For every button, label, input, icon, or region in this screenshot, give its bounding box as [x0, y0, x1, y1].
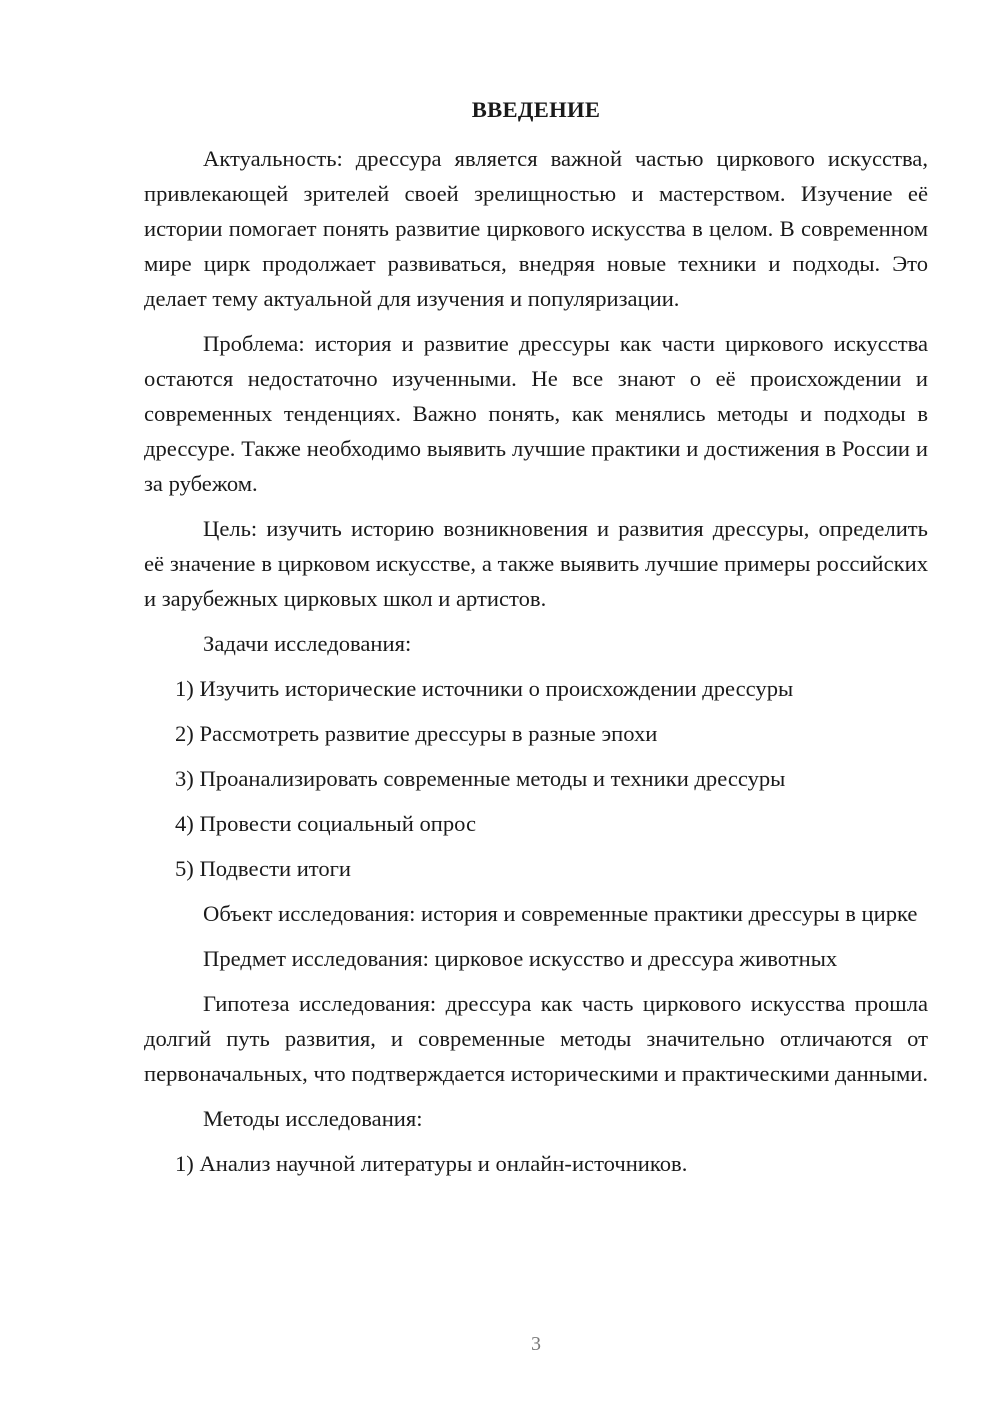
list-item: 2) Рассмотреть развитие дрессуры в разные эпохи — [175, 721, 658, 746]
hypothesis-paragraph: Гипотеза исследования: дрессура как часть циркового искусства прошла долгий путь развития, и современные методы значительно отличаются от первоначальных, что подтверждается историческими и практическими данными. — [144, 991, 928, 1086]
goal-paragraph: Цель: изучить историю возникновения и развития дрессуры, определить её значение в цирковом искусстве, а также выявить лучшие примеры российских и зарубежных цирковых школ и артистов. — [144, 516, 928, 611]
document-body — [144, 92, 928, 1191]
problem-paragraph: Проблема: история и развитие дрессуры как части циркового искусства остаются недостаточно изученными. Не все знают о её происхождении и современных тенденциях. Важно понять, как менялись методы и подходы в дрессуре. Также необходимо выявить лучшие практики и достижения в России и за рубежом. — [144, 331, 928, 496]
list-item: 5) Подвести итоги — [175, 856, 352, 881]
list-item: 4) Провести социальный опрос — [175, 811, 477, 836]
tasks-list — [144, 671, 928, 886]
list-item: 1) Изучить исторические источники о происхождении дрессуры — [175, 676, 794, 701]
actuality-paragraph: Актуальность: дрессура является важной частью циркового искусства, привлекающей зрителей своей зрелищностью и мастерством. Изучение её истории помогает понять развитие циркового искусства в целом. В современном мире цирк продолжает развиваться, внедряя новые техники и подходы. Это делает тему актуальной для изучения и популяризации. — [144, 146, 928, 311]
section-heading: ВВЕДЕНИЕ — [471, 97, 601, 122]
methods-list — [144, 1146, 928, 1181]
subject-paragraph: Предмет исследования: цирковое искусство и дрессура животных — [203, 946, 838, 971]
methods-label: Методы исследования: — [203, 1106, 423, 1131]
list-item: 3) Проанализировать современные методы и техники дрессуры — [175, 766, 786, 791]
page-number: 3 — [531, 1333, 541, 1355]
list-item: 1) Анализ научной литературы и онлайн-источников. — [175, 1151, 688, 1176]
tasks-label: Задачи исследования: — [203, 631, 412, 656]
object-paragraph: Объект исследования: история и современные практики дрессуры в цирке — [203, 901, 918, 926]
